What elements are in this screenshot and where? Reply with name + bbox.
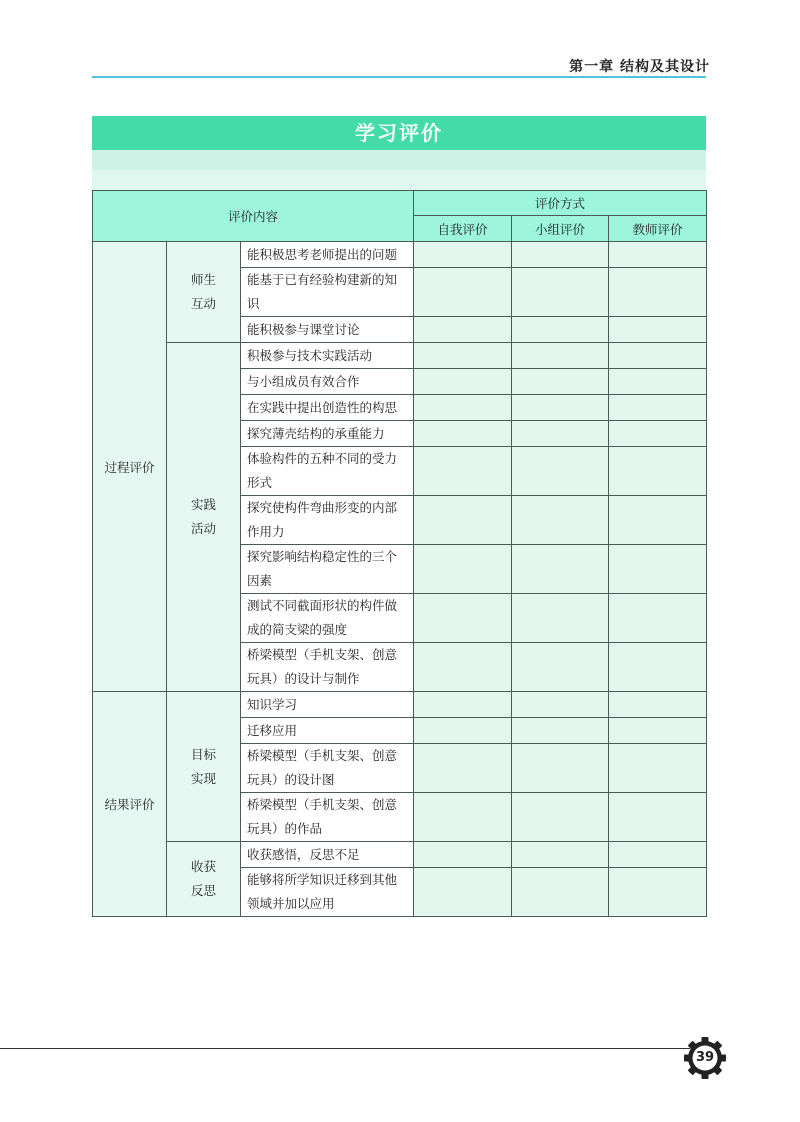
- criterion-text: 桥梁模型（手机支架、创意玩具）的设计与制作: [241, 643, 414, 692]
- score-cell-self[interactable]: [414, 692, 512, 718]
- subgroup-label-line: 实现: [190, 770, 216, 786]
- score-cell-teacher[interactable]: [609, 447, 707, 496]
- table-row: [93, 343, 707, 369]
- table-row: [93, 842, 707, 868]
- score-cell-group[interactable]: [512, 447, 609, 496]
- header-method: 评价方式: [414, 191, 707, 216]
- table-body: [93, 242, 707, 917]
- score-cell-teacher[interactable]: [609, 842, 707, 868]
- score-cell-group[interactable]: [512, 317, 609, 343]
- score-cell-self[interactable]: [414, 447, 512, 496]
- score-cell-self[interactable]: [414, 744, 512, 793]
- score-cell-self[interactable]: [414, 268, 512, 317]
- criterion-text: 迁移应用: [241, 718, 414, 744]
- subgroup-label-line: 活动: [190, 521, 216, 536]
- criterion-text: 体验构件的五种不同的受力形式: [241, 447, 414, 496]
- score-cell-group[interactable]: [512, 545, 609, 594]
- footer-rule: [0, 1048, 690, 1049]
- evaluation-table: [92, 190, 707, 917]
- criterion-text: 探究影响结构稳定性的三个因素: [241, 545, 414, 594]
- score-cell-teacher[interactable]: [609, 718, 707, 744]
- criterion-text: 能积极参与课堂讨论: [241, 317, 414, 343]
- score-cell-teacher[interactable]: [609, 369, 707, 395]
- subgroup-label: [167, 242, 241, 343]
- criterion-text: 桥梁模型（手机支架、创意玩具）的作品: [241, 793, 414, 842]
- score-cell-group[interactable]: [512, 868, 609, 917]
- score-cell-self[interactable]: [414, 594, 512, 643]
- subgroup-label: [167, 842, 241, 917]
- subgroup-label-line: 实践: [190, 497, 216, 512]
- score-cell-group[interactable]: [512, 744, 609, 793]
- subgroup-label: [167, 343, 241, 692]
- criterion-text: 积极参与技术实践活动: [241, 343, 414, 369]
- score-cell-self[interactable]: [414, 242, 512, 268]
- score-cell-self[interactable]: [414, 643, 512, 692]
- banner-band: [92, 150, 706, 170]
- header-self: 自我评价: [414, 216, 512, 242]
- criterion-text: 收获感悟，反思不足: [241, 842, 414, 868]
- table-row: [93, 692, 707, 718]
- score-cell-teacher[interactable]: [609, 343, 707, 369]
- criterion-text: 能基于已有经验构建新的知识: [241, 268, 414, 317]
- panel-title: 学习评价: [355, 121, 443, 145]
- group-label: 过程评价: [93, 242, 167, 692]
- score-cell-teacher[interactable]: [609, 242, 707, 268]
- criterion-text: 与小组成员有效合作: [241, 369, 414, 395]
- score-cell-group[interactable]: [512, 343, 609, 369]
- score-cell-teacher[interactable]: [609, 868, 707, 917]
- score-cell-group[interactable]: [512, 369, 609, 395]
- score-cell-teacher[interactable]: [609, 793, 707, 842]
- criterion-text: 探究薄壳结构的承重能力: [241, 421, 414, 447]
- criterion-text: 能积极思考老师提出的问题: [241, 242, 414, 268]
- criterion-text: 能够将所学知识迁移到其他领域并加以应用: [241, 868, 414, 917]
- subgroup-label-line: 互动: [190, 296, 216, 311]
- score-cell-teacher[interactable]: [609, 496, 707, 545]
- score-cell-group[interactable]: [512, 692, 609, 718]
- score-cell-group[interactable]: [512, 793, 609, 842]
- score-cell-group[interactable]: [512, 242, 609, 268]
- score-cell-self[interactable]: [414, 395, 512, 421]
- criterion-text: 探究使构件弯曲形变的内部作用力: [241, 496, 414, 545]
- subgroup-label-line: 目标: [190, 746, 216, 762]
- score-cell-group[interactable]: [512, 496, 609, 545]
- score-cell-self[interactable]: [414, 718, 512, 744]
- score-cell-self[interactable]: [414, 343, 512, 369]
- score-cell-teacher[interactable]: [609, 317, 707, 343]
- evaluation-panel: [92, 116, 706, 911]
- score-cell-self[interactable]: [414, 868, 512, 917]
- score-cell-group[interactable]: [512, 842, 609, 868]
- score-cell-self[interactable]: [414, 842, 512, 868]
- score-cell-teacher[interactable]: [609, 692, 707, 718]
- score-cell-teacher[interactable]: [609, 744, 707, 793]
- header-content: 评价内容: [93, 191, 414, 242]
- group-label: 结果评价: [93, 692, 167, 917]
- score-cell-self[interactable]: [414, 793, 512, 842]
- score-cell-group[interactable]: [512, 395, 609, 421]
- page-number: 39: [695, 1050, 715, 1065]
- criterion-text: 测试不同截面形状的构件做成的简支梁的强度: [241, 594, 414, 643]
- score-cell-self[interactable]: [414, 496, 512, 545]
- score-cell-self[interactable]: [414, 545, 512, 594]
- chapter-header: 第一章 结构及其设计: [569, 59, 710, 75]
- table-row: [93, 242, 707, 268]
- score-cell-self[interactable]: [414, 421, 512, 447]
- score-cell-group[interactable]: [512, 594, 609, 643]
- score-cell-self[interactable]: [414, 317, 512, 343]
- score-cell-teacher[interactable]: [609, 643, 707, 692]
- criterion-text: 知识学习: [241, 692, 414, 718]
- score-cell-teacher[interactable]: [609, 421, 707, 447]
- criterion-text: 在实践中提出创造性的构思: [241, 395, 414, 421]
- header-rule: [92, 76, 706, 78]
- score-cell-teacher[interactable]: [609, 395, 707, 421]
- score-cell-teacher[interactable]: [609, 594, 707, 643]
- score-cell-teacher[interactable]: [609, 268, 707, 317]
- subgroup-label-line: 师生: [190, 272, 216, 287]
- score-cell-teacher[interactable]: [609, 545, 707, 594]
- score-cell-group[interactable]: [512, 421, 609, 447]
- score-cell-group[interactable]: [512, 718, 609, 744]
- subgroup-label: [167, 692, 241, 842]
- header-teacher: 教师评价: [609, 216, 707, 242]
- subgroup-label-line: 反思: [190, 883, 216, 898]
- score-cell-self[interactable]: [414, 369, 512, 395]
- header-group: 小组评价: [512, 216, 609, 242]
- subgroup-label-line: 收获: [190, 859, 216, 874]
- criterion-text: 桥梁模型（手机支架、创意玩具）的设计图: [241, 744, 414, 793]
- score-cell-group[interactable]: [512, 268, 609, 317]
- score-cell-group[interactable]: [512, 643, 609, 692]
